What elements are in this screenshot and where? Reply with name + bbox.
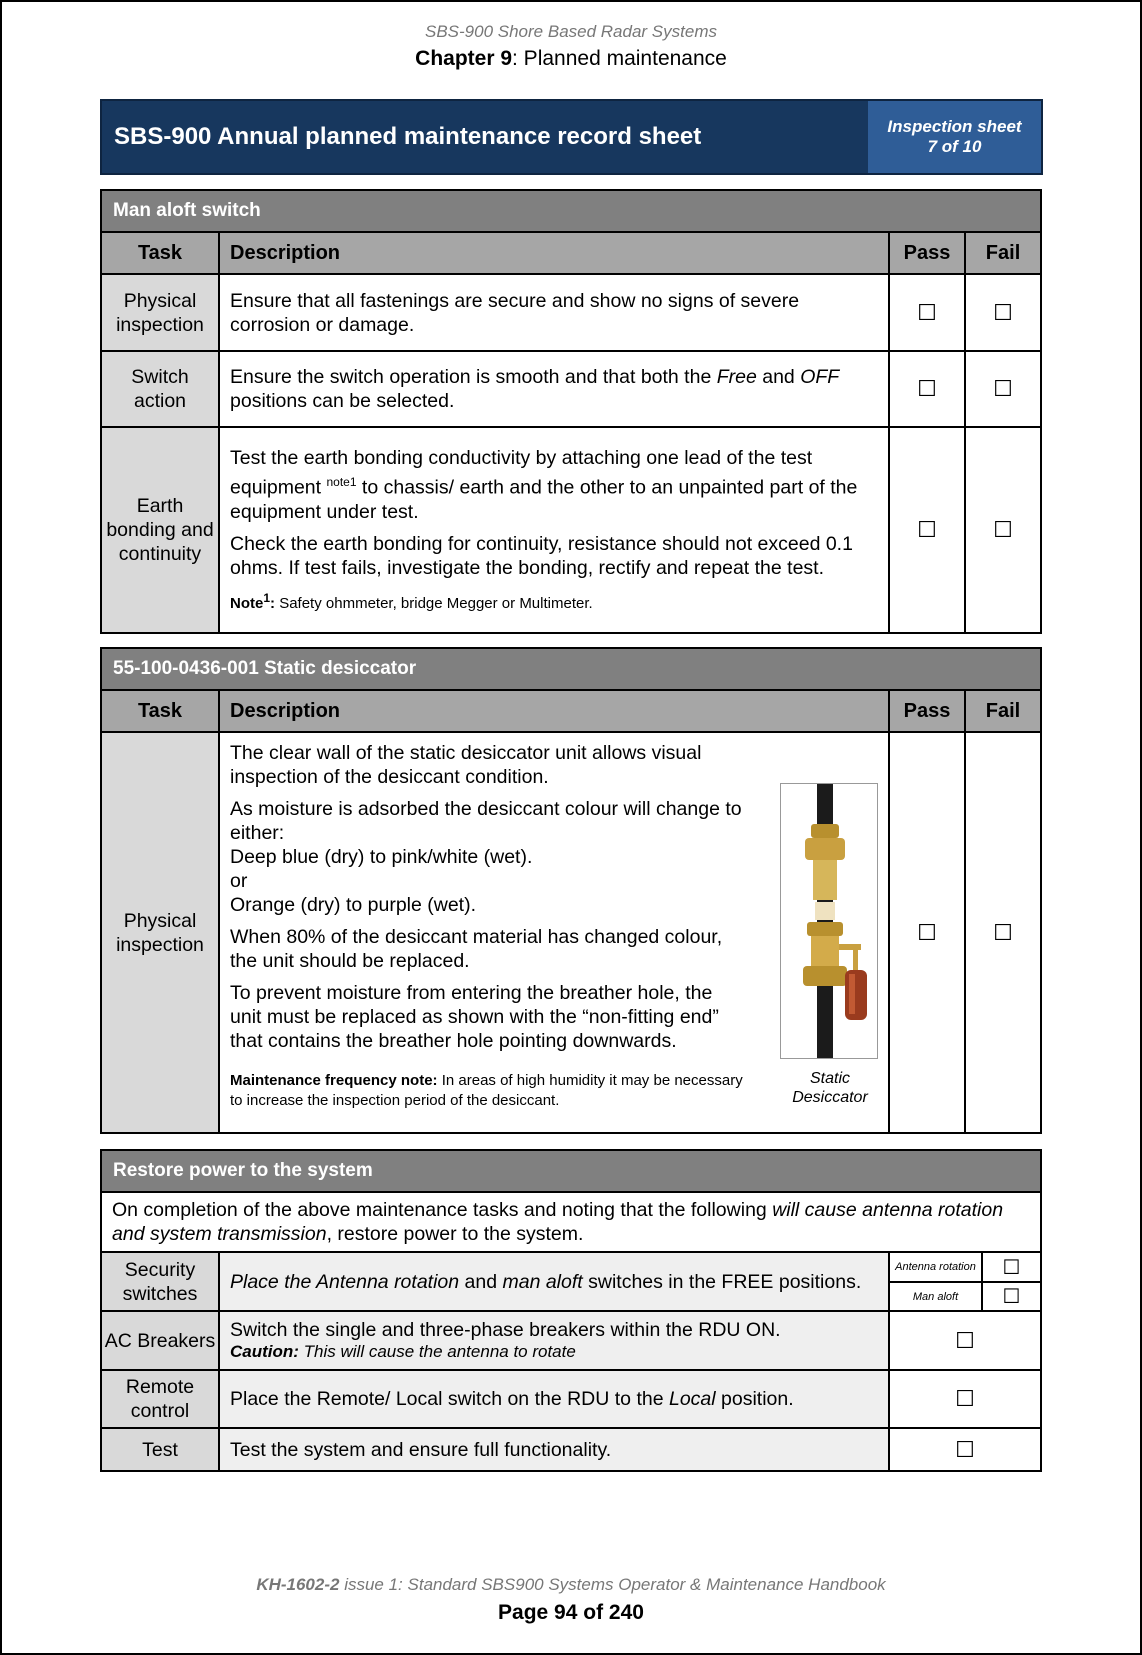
document-code: KH-1602-2 <box>256 1575 340 1594</box>
task-label: Physical inspection <box>101 732 219 1133</box>
description-text: switches in the FREE positions. <box>582 1270 862 1293</box>
equipment-note <box>230 588 878 614</box>
note-text: In areas of high humidity it may be necessary to increase the inspection period of the desiccant. <box>230 1072 743 1109</box>
section-heading: 55-100-0436-001 Static desiccator <box>101 648 1041 690</box>
task-label: AC Breakers <box>101 1311 219 1370</box>
note-reference: note1 <box>326 475 357 490</box>
description-text: Orange (dry) to purple (wet). <box>230 894 477 916</box>
note-text: Safety ohmmeter, bridge Megger or Multimeter. <box>275 594 593 612</box>
photo-caption <box>760 1069 900 1107</box>
column-header-fail: Fail <box>965 690 1041 732</box>
chapter-title: : Planned maintenance <box>512 47 727 70</box>
column-header-description: Description <box>219 690 889 732</box>
chapter-heading <box>0 47 1142 71</box>
ac-breakers-checkbox[interactable]: ☐ <box>889 1311 1041 1370</box>
record-sheet-title-bar <box>100 99 1043 175</box>
pass-checkbox[interactable]: ☐ <box>889 732 965 1133</box>
pass-checkbox[interactable]: ☐ <box>889 427 965 633</box>
description-paragraph: The clear wall of the static desiccator unit allows visual inspection of the desiccant condition. <box>230 742 702 788</box>
antenna-rotation-checkbox[interactable]: ☐ <box>982 1252 1041 1282</box>
description-paragraph: When 80% of the desiccant material has changed colour, the unit should be replaced. <box>230 926 723 972</box>
note-number: 1 <box>263 590 271 605</box>
description-text: positions can be selected. <box>230 390 455 412</box>
task-description: Ensure that all fastenings are secure and show no signs of severe corrosion or damage. <box>219 274 889 351</box>
intro-warning-text: will cause antenna rotation and system transmission <box>112 1199 1004 1245</box>
document-footer <box>0 1575 1142 1625</box>
pass-checkbox[interactable]: ☐ <box>889 351 965 427</box>
description-text: man aloft <box>502 1270 583 1293</box>
inspection-sheet-label: Inspection sheet <box>887 117 1022 136</box>
section-heading: Man aloft switch <box>101 190 1041 232</box>
document-header <box>0 22 1142 71</box>
fail-checkbox[interactable]: ☐ <box>965 427 1041 633</box>
column-header-description: Description <box>219 232 889 274</box>
description-text: Ensure the switch operation is smooth and that both the <box>230 366 717 388</box>
description-paragraph: To prevent moisture from entering the breather hole, the unit must be replaced as shown with the “non-fitting end” that contains the breather hole pointing downwards. <box>230 982 719 1052</box>
table-row <box>101 1370 1041 1428</box>
caution-text: This will cause the antenna to rotate <box>298 1341 576 1361</box>
task-description <box>219 1370 889 1428</box>
off-position-text: OFF <box>800 366 840 388</box>
caution-label: Caution: <box>230 1341 299 1361</box>
task-description <box>219 427 889 633</box>
description-text: Place the Antenna rotation <box>230 1270 460 1293</box>
table-row <box>101 1428 1041 1471</box>
desiccator-text <box>230 741 748 1111</box>
task-label: Test <box>101 1428 219 1471</box>
description-paragraph <box>230 797 748 917</box>
table-row <box>101 274 1041 351</box>
page-number: Page 94 of 240 <box>498 1601 644 1624</box>
description-text: Deep blue (dry) to pink/white (wet). <box>230 846 533 868</box>
man-aloft-checkbox[interactable]: ☐ <box>982 1282 1041 1311</box>
caption-text: Static <box>809 1070 850 1087</box>
task-description <box>219 351 889 427</box>
task-label: Remote control <box>101 1370 219 1428</box>
task-label: Switch action <box>101 351 219 427</box>
description-paragraph <box>230 446 878 524</box>
note-label: Note <box>230 594 264 612</box>
inspection-sheet-box <box>868 101 1041 173</box>
chapter-label: Chapter 9 <box>415 47 513 70</box>
antenna-rotation-label: Antenna rotation <box>889 1252 982 1282</box>
description-paragraph: Check the earth bonding for continuity, resistance should not exceed 0.1 ohms. If test fails, investigate the bonding, rectify and repeat the test. <box>230 532 853 579</box>
column-header-fail: Fail <box>965 232 1041 274</box>
maintenance-frequency-note <box>230 1071 748 1111</box>
task-label: Security switches <box>101 1252 219 1311</box>
task-description <box>219 1311 889 1370</box>
description-text: and <box>459 1270 503 1293</box>
description-text: Local <box>668 1388 716 1410</box>
man-aloft-table <box>100 189 1042 634</box>
inspection-sheet-number: 7 of 10 <box>927 137 982 156</box>
table-row <box>101 427 1041 633</box>
column-header-task: Task <box>101 690 219 732</box>
task-description: Test the system and ensure full functionality. <box>219 1428 889 1471</box>
document-title: issue 1: Standard SBS900 Systems Operator & Maintenance Handbook <box>339 1575 886 1594</box>
pass-checkbox[interactable]: ☐ <box>889 274 965 351</box>
record-sheet-title: SBS-900 Annual planned maintenance record sheet <box>114 123 702 150</box>
description-text: or <box>230 870 248 892</box>
test-checkbox[interactable]: ☐ <box>889 1428 1041 1471</box>
document-subtitle: SBS-900 Shore Based Radar Systems <box>425 22 717 41</box>
caption-text: Desiccator <box>792 1089 868 1106</box>
table-row <box>101 351 1041 427</box>
note-colon: : <box>270 594 276 612</box>
table-row <box>101 1252 1041 1282</box>
intro-text: On completion of the above maintenance tasks and noting that the following <box>112 1199 773 1221</box>
free-position-text: Free <box>716 366 757 388</box>
restore-intro <box>101 1192 1041 1252</box>
desiccator-description <box>230 741 878 1111</box>
description-text: Switch the single and three-phase breakers within the RDU ON. <box>230 1318 781 1341</box>
note-label: Maintenance frequency note: <box>230 1072 438 1089</box>
static-desiccator-photo <box>780 783 878 1059</box>
table-row <box>101 732 1041 1133</box>
description-text: position. <box>715 1388 794 1410</box>
fail-checkbox[interactable]: ☐ <box>965 274 1041 351</box>
fail-checkbox[interactable]: ☐ <box>965 732 1041 1133</box>
column-header-pass: Pass <box>889 232 965 274</box>
task-description <box>219 732 889 1133</box>
man-aloft-label: Man aloft <box>889 1282 982 1311</box>
remote-control-checkbox[interactable]: ☐ <box>889 1370 1041 1428</box>
task-description <box>219 1252 889 1311</box>
footer-document-reference <box>0 1575 1142 1595</box>
desiccator-table <box>100 647 1042 1134</box>
description-text: to chassis/ earth and the other to an unpainted part of the equipment under test. <box>230 476 858 523</box>
column-header-pass: Pass <box>889 690 965 732</box>
table-row <box>101 1311 1041 1370</box>
column-header-task: Task <box>101 232 219 274</box>
fail-checkbox[interactable]: ☐ <box>965 351 1041 427</box>
section-heading: Restore power to the system <box>101 1150 1041 1192</box>
intro-text: , restore power to the system. <box>326 1223 584 1245</box>
description-text: and <box>756 366 801 388</box>
description-text: As moisture is adsorbed the desiccant colour will change to either: <box>230 798 742 844</box>
caution-note <box>230 1341 878 1363</box>
task-label: Earth bonding and continuity <box>101 427 219 633</box>
description-text: Test the earth bonding conductivity by attaching one lead of the test equipment <box>230 447 813 499</box>
task-label: Physical inspection <box>101 274 219 351</box>
restore-power-table <box>100 1149 1042 1472</box>
description-text: Place the Remote/ Local switch on the RDU to the <box>230 1388 669 1410</box>
